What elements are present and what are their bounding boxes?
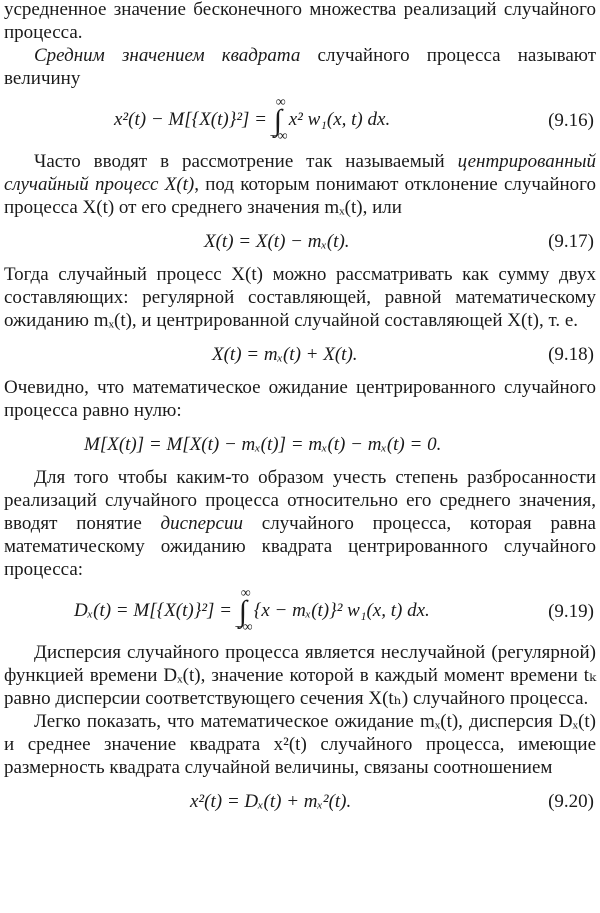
paragraph-centered-before: Часто вводят в рассмотрение так называемый [34, 151, 458, 172]
paragraph-centered-after: , под которым понимают отклонение случайного процесса X(t) от его среднего значения mₓ(t), или [4, 174, 597, 218]
integral-upper-limit: ∞ [240, 586, 251, 602]
equation-number: (9.16) [548, 109, 594, 131]
equation-number: (9.17) [548, 230, 594, 252]
paragraph-zero-mean: Очевидно, что математическое ожидание центрированного случайного процесса равно нулю: [4, 377, 596, 421]
integral-sign-icon: ∫ ∞ −∞ [239, 600, 247, 623]
paragraph-nonrandom-function: Дисперсия случайного процесса является неслучайной (регулярной) функцией времени Dₓ(t), значение которой в каждый момент времени tₖ равно дисперсии соответствующего сечения X(tₕ) случайного процесса. [4, 642, 596, 709]
equation-9-18 [4, 332, 596, 376]
equation-zero-mean [4, 422, 596, 466]
equation-9-19-integrand: {x − mₓ(t)}² w₁(x, t) dx. [253, 599, 430, 621]
equation-9-19-lhs: Dₓ(t) = M[{X(t)}²] = [74, 599, 232, 621]
paragraph-dispersion-after: случайного процесса, которая равна математическому ожиданию квадрата центрированного случайного процесса: [4, 513, 596, 580]
equation-zero-mean-body: M[X(t)] = M[X(t) − mₓ(t)] = mₓ(t) − mₓ(t) = 0. [84, 433, 442, 455]
term-dispersion: дисперсии [160, 513, 243, 534]
equation-9-19 [4, 581, 596, 641]
equation-9-20 [4, 779, 596, 823]
equation-9-16-integrand: x² w₁(x, t) dx. [288, 108, 391, 130]
equation-9-17-body: X(t) = X(t) − mₓ(t). [204, 230, 350, 252]
symbol-centered-x: X(t) [164, 174, 195, 195]
equation-9-20-body: x²(t) = Dₓ(t) + mₓ²(t). [190, 790, 352, 812]
equation-9-18-body: X(t) = mₓ(t) + X(t). [212, 343, 358, 365]
paragraph-centered-process [4, 150, 596, 219]
paragraph-dispersion-before: Для того чтобы каким-то образом учесть степень разбросанности реализаций случайного процесса относительно его среднего значения, вводят понятие [4, 467, 596, 534]
book-page [4, 0, 596, 823]
paragraph-sum-components: Тогда случайный процесс X(t) можно рассматривать как сумму двух составляющих: регулярной составляющей, равной математическому ожиданию mₓ(t), и центрированной случайной составляющей X(t), т. е. [4, 264, 596, 331]
integral-sign-icon: ∫ ∞ −∞ [274, 109, 282, 132]
equation-number: (9.20) [548, 790, 594, 812]
integral-lower-limit: −∞ [269, 129, 288, 145]
paragraph-continuation: усредненное значение бесконечного множества реализаций случайного процесса. [4, 0, 596, 43]
paragraph-mean-square-definition [4, 44, 596, 90]
equation-9-16-lhs: x²(t) − M[{X(t)}²] = [114, 108, 268, 130]
equation-9-17 [4, 219, 596, 263]
paragraph-relation: Легко показать, что математическое ожидание mₓ(t), дисперсия Dₓ(t) и среднее значение квадрата x²(t) случайного процесса, имеющие размерность квадрата случайной величины, связаны соотношением [4, 711, 596, 778]
equation-9-16 [4, 90, 596, 150]
integral-upper-limit: ∞ [275, 95, 286, 111]
equation-number: (9.18) [548, 343, 594, 365]
equation-9-19-body [74, 586, 430, 636]
term-centered-process: центрированный случайный процесс [4, 151, 596, 195]
paragraph-mean-square-rest: случайного процесса называют величину [4, 45, 597, 89]
paragraph-dispersion-definition [4, 466, 596, 581]
equation-number: (9.19) [548, 600, 594, 622]
equation-9-16-body [114, 95, 391, 145]
integral-lower-limit: −∞ [234, 620, 253, 636]
term-mean-square: Средним значением квадрата [34, 45, 301, 66]
